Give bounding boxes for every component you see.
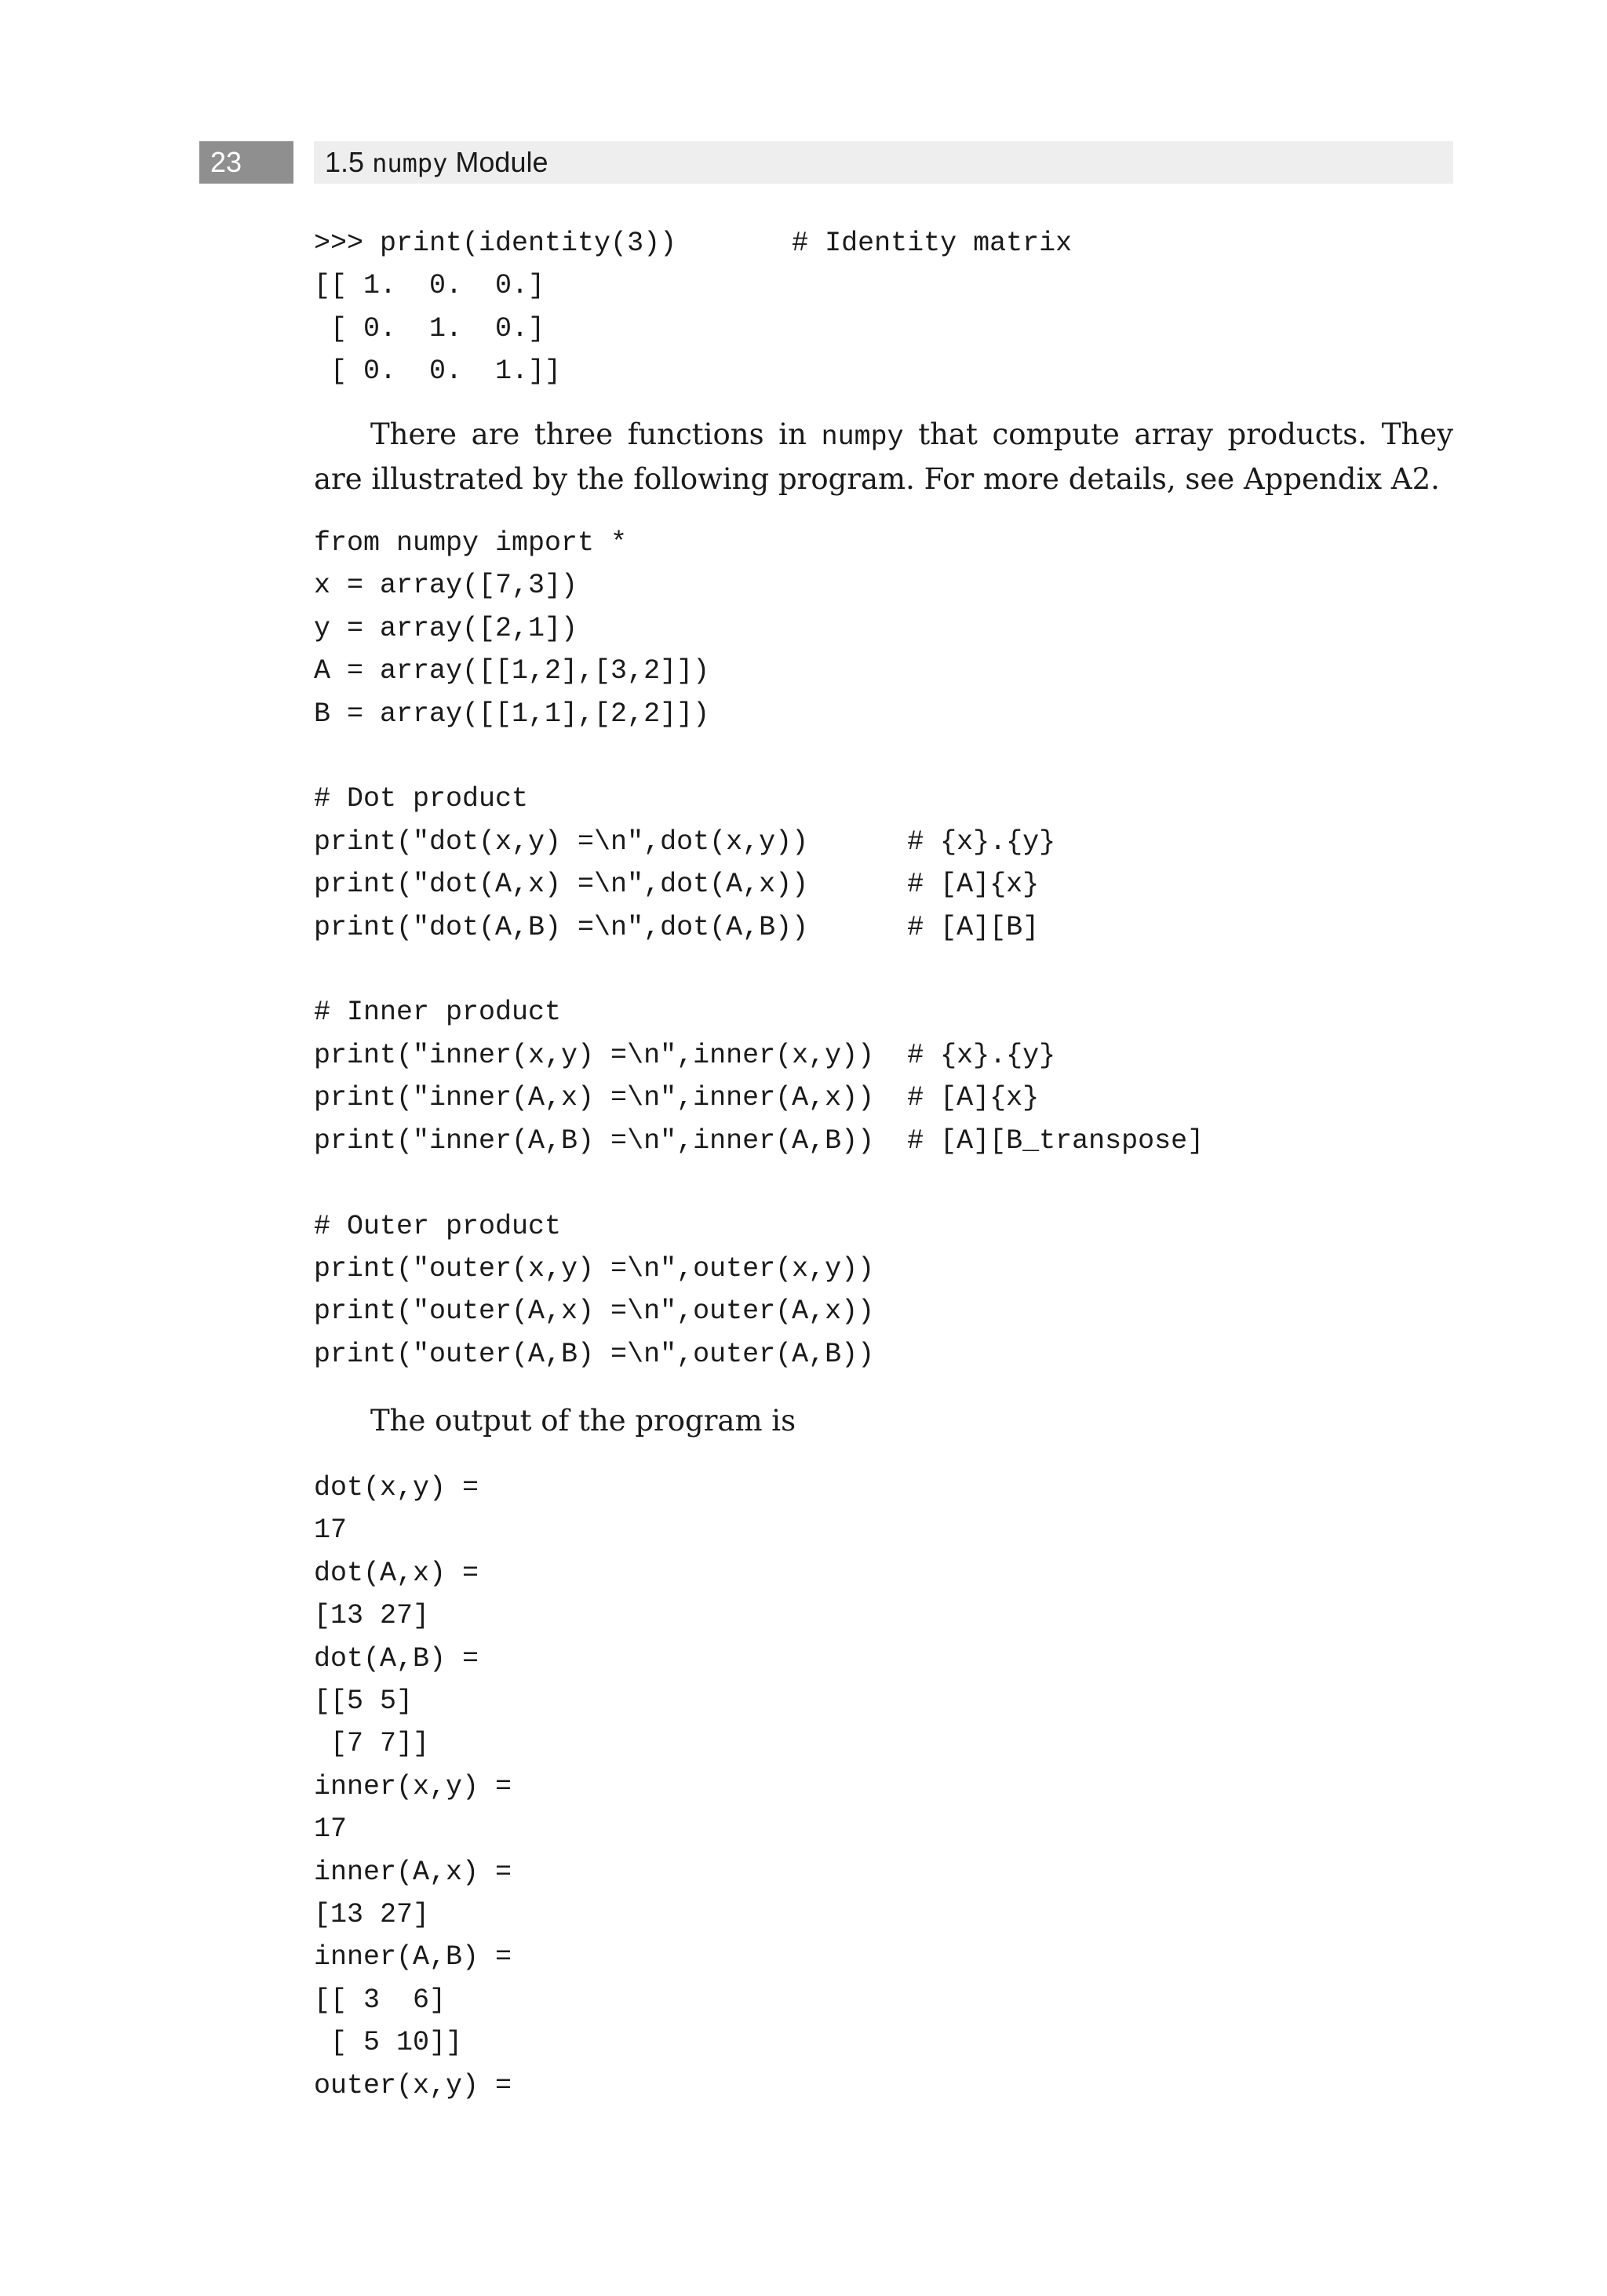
section-title-rest: Module	[455, 146, 548, 178]
paragraph-array-products	[314, 414, 1453, 501]
inline-code-numpy: numpy	[821, 421, 904, 453]
page-header	[199, 141, 1453, 184]
paragraph-text-after: that compute array products. They are illustrated by the following program. For more details, see Appendix A2.	[314, 417, 1454, 496]
code-block-identity: >>> print(identity(3)) # Identity matrix [[ 1. 0. 0.] [ 0. 1. 0.] [ 0. 0. 1.]]	[314, 228, 1073, 388]
code-block-output: dot(x,y) = 17 dot(A,x) = [13 27] dot(A,B) = [[5 5] [7 7]] inner(x,y) = 17 inner(A,x) = [13 27] inner(A,B) = [[ 3 6] [ 5 10]] outer(x,y) =	[314, 1472, 512, 2101]
paragraph-output-intro	[314, 1400, 1453, 1442]
code-block-program: from numpy import * x = array([7,3]) y = array([2,1]) A = array([[1,2],[3,2]]) B = array([[1,1],[2,2]]) # Dot product print("dot(x,y) =\n",dot(x,y)) # {x}.{y} print("dot(A,x) =\n",dot(A,x)) # [A]{x} print("dot(A,B) =\n",dot(A,B)) # [A][B] # Inner product print("inner(x,y) =\n",inner(x,y)) # {x}.{y} print("inner(A,x) =\n",inner(A,x)) # [A]{x} print("inner(A,B) =\n",inner(A,B)) # [A][B_transpose] # Outer product print("outer(x,y) =\n",outer(x,y)) print("outer(A,x) =\n",outer(A,x)) print("outer(A,B) =\n",outer(A,B))	[314, 527, 1204, 1370]
section-title	[314, 141, 1453, 184]
section-number: 1.5	[325, 146, 365, 178]
section-title-mono: numpy	[372, 148, 448, 178]
paragraph-text-before: There are three functions in	[370, 417, 822, 451]
paragraph-output-text: The output of the program is	[370, 1404, 796, 1438]
page-number: 23	[199, 141, 293, 184]
